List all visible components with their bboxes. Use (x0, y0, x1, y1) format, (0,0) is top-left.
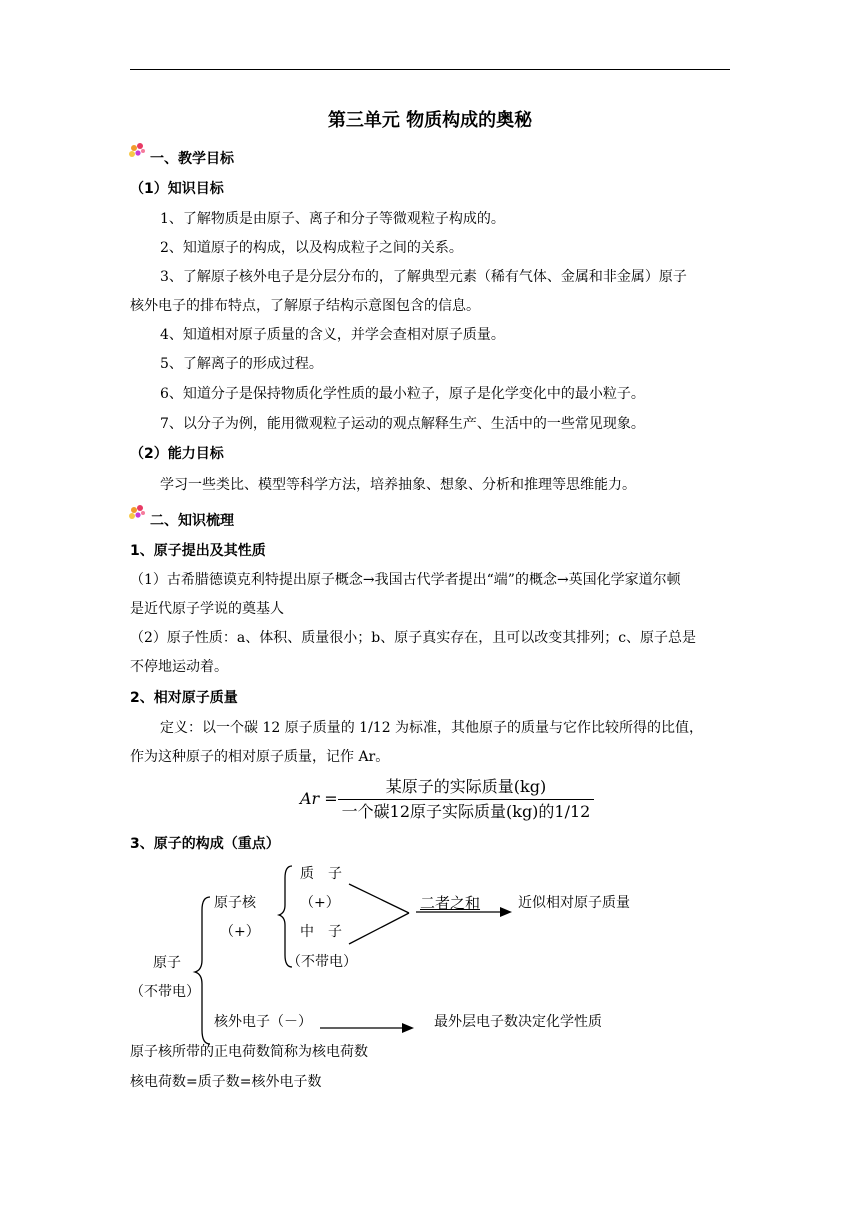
section-heading-review: 二、知识梳理 (150, 513, 234, 529)
paragraph-history-continued: 是近代原子学说的奠基人 (130, 601, 284, 617)
section-heading-goals: 一、教学目标 (150, 151, 234, 167)
fraction-bar (338, 799, 594, 800)
sum-result-label: 近似相对原子质量 (518, 895, 630, 911)
ability-text: 学习一些类比、模型等科学方法，培养抽象、想象、分析和推理等思维能力。 (160, 477, 636, 493)
electron-result-label: 最外层电子数决定化学性质 (434, 1014, 602, 1030)
nucleus-charge-label: （+） (220, 924, 260, 940)
goal-item: 5、了解离子的形成过程。 (160, 356, 323, 372)
electron-arrowhead (402, 1023, 414, 1033)
relative-mass-formula (300, 776, 600, 826)
electron-label: 核外电子（－） (214, 1014, 312, 1030)
proton-charge-label: （+） (300, 895, 340, 911)
definition-text: 定义：以一个碳 12 原子质量的 1/12 为标准，其他原子的质量与它作比较所得的比值， (160, 720, 704, 736)
note-equality: 核电荷数=质子数=核外电子数 (130, 1074, 322, 1090)
goal-item: 2、知道原子的构成，以及构成粒子之间的关系。 (160, 240, 463, 256)
goal-item: 3、了解原子核外电子是分层分布的，了解典型元素（稀有气体、金属和非金属）原子 (160, 269, 687, 285)
heading-atom-origin: 1、原子提出及其性质 (130, 543, 266, 559)
paragraph-history: （1）古希腊德谟克利特提出原子概念→我国古代学者提出“端”的概念→英国化学家道尔顿 (130, 572, 681, 588)
formula-numerator: 某原子的实际质量(kg) (385, 777, 547, 796)
goal-item: 6、知道分子是保持物质化学性质的最小粒子，原子是化学变化中的最小粒子。 (160, 386, 645, 402)
atom-charge-label: （不带电） (130, 984, 200, 1000)
formula-fraction (338, 776, 594, 823)
page-title: 第三单元 物质构成的奥秘 (327, 110, 533, 131)
note-nuclear-charge: 原子核所带的正电荷数简称为核电荷数 (130, 1044, 368, 1060)
neutron-charge-label: （不带电） (287, 954, 357, 970)
goal-item: 1、了解物质是由原子、离子和分子等微观粒子构成的。 (160, 211, 505, 227)
nucleus-label: 原子核 (214, 895, 256, 911)
formula-lhs: Ar = (300, 789, 338, 808)
paragraph-properties-continued: 不停地运动着。 (130, 659, 228, 675)
sum-arrowhead (500, 907, 512, 917)
sum-label: 二者之和 (420, 894, 481, 912)
neutron-line (349, 913, 409, 944)
atom-brace (195, 897, 210, 1044)
proton-line (349, 884, 409, 913)
definition-text-continued: 作为这种原子的相对原子质量，记作 Ar。 (130, 749, 390, 765)
atom-label: 原子 (153, 955, 181, 971)
flower-icon (128, 504, 150, 524)
neutron-label: 中 子 (300, 924, 342, 940)
proton-label: 质 子 (300, 866, 342, 882)
heading-relative-mass: 2、相对原子质量 (130, 690, 238, 706)
goal-item: 4、知道相对原子质量的含义，并学会查相对原子质量。 (160, 327, 505, 343)
subheading-ability: （2）能力目标 (130, 446, 224, 462)
goal-item-continued: 核外电子的排布特点，了解原子结构示意图包含的信息。 (130, 298, 480, 314)
goal-item: 7、以分子为例，能用微观粒子运动的观点解释生产、生活中的一些常见现象。 (160, 416, 645, 432)
subheading-knowledge: （1）知识目标 (130, 181, 224, 197)
formula-denominator: 一个碳12原子实际质量(kg)的1/12 (341, 802, 591, 821)
heading-atom-structure: 3、原子的构成（重点） (130, 836, 280, 852)
header-rule (130, 69, 730, 70)
flower-icon (128, 142, 150, 162)
paragraph-properties: （2）原子性质：a、体积、质量很小；b、原子真实存在，且可以改变其排列；c、原子总是 (130, 630, 697, 646)
